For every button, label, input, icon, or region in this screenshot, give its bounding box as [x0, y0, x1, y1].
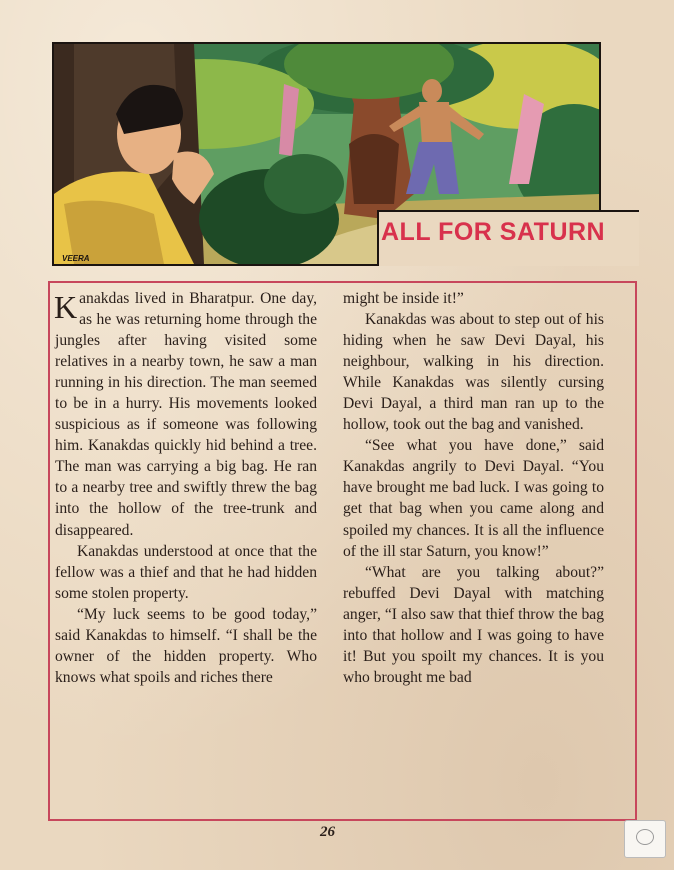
- story-paragraph: might be inside it!”: [343, 290, 464, 307]
- story-column-left: [55, 288, 317, 688]
- story-paragraph: “See what you have done,” said Kanakdas angrily to Devi Dayal. “You have brought me bad luck. I was going to get that bag when you came along and spoiled my chances. It is all the influence of the ill star Saturn, you know!”: [343, 437, 604, 560]
- story-paragraph: “My luck seems to be good today,” said Kanakdas to himself. “I shall be the owner of the hidden property. Who knows what spoils and riches there: [55, 605, 317, 686]
- story-paragraph: [55, 288, 317, 541]
- drop-cap: K: [54, 289, 78, 325]
- library-stamp-icon: [624, 820, 666, 858]
- story-paragraph: Kanakdas was about to step out of his hiding when he saw Devi Dayal, his neighbour, walking in his direction. While Kanakdas was silently cursing Devi Dayal, a third man ran up to the hollow, took out the bag and vanished.: [343, 311, 604, 434]
- story-paragraph: “What are you talking about?” rebuffed Devi Dayal with matching anger, “I also saw that thief throw the bag into that hollow and I was going to have it! But you spoilt my chances. It is you who brought me bad: [343, 563, 604, 686]
- paragraph-text: anakdas lived in Bharatpur. One day, as he was returning home through the jungles after having visited some relatives in a nearby town, he saw a man running in his direction. The man seemed to be in a hurry. His movements looked suspicious as if someone was following him. Kanakdas quickly hid behind a tree. The man was carrying a big bag. He ran to a nearby tree and swiftly threw the bag into the hollow of the tree-trunk and disappeared.: [55, 290, 317, 539]
- page-number: 26: [320, 824, 335, 840]
- story-column-right: [343, 288, 604, 688]
- artist-signature: VEERA: [62, 254, 90, 263]
- story-title: ALL FOR SATURN: [381, 218, 606, 246]
- story-paragraph: Kanakdas understood at once that the fellow was a thief and that he had hidden some stolen property.: [55, 542, 317, 602]
